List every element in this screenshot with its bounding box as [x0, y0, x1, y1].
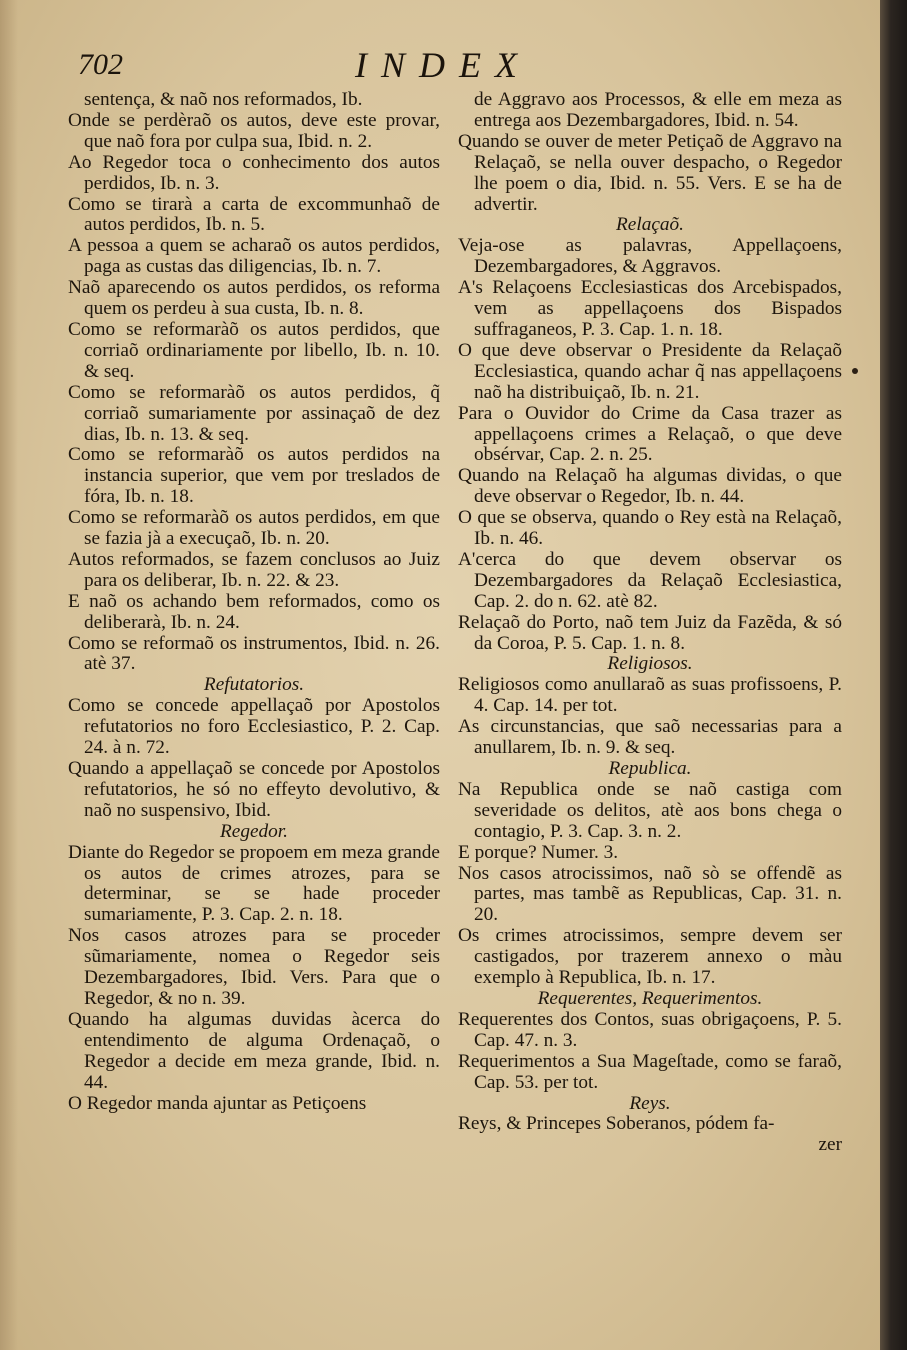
index-entry: A'cerca do que devem observar os Dezembargadores da Relaçaõ Ecclesiastica, Cap. 2. do n. 62. atè 82.: [458, 548, 842, 612]
index-entry: Relaçaõ do Porto, naõ tem Juiz da Fazẽda, & só da Coroa, P. 5. Cap. 1. n. 8.: [458, 611, 842, 654]
index-entry: Quando na Relaçaõ ha algumas dividas, o que deve observar o Regedor, Ib. n. 44.: [458, 465, 842, 508]
index-entry: Nos casos atrozes para se proceder sũmariamente, nomea o Regedor seis Dezembargadores, Ibid. Vers. Para que o Regedor, & no n. 39.: [68, 925, 440, 1009]
index-entry: Nos casos atrocissimos, naõ sò se offendẽ as partes, mas tambẽ as Republicas, Cap. 31. n. 20.: [458, 862, 842, 926]
index-entry: O que se observa, quando o Rey està na Relaçaõ, Ib. n. 46.: [458, 507, 842, 550]
index-entry: E naõ os achando bem reformados, como os deliberarà, Ib. n. 24.: [68, 590, 440, 633]
index-entry: Como se tirarà a carta de excommunhaõ de autos perdidos, Ib. n. 5.: [68, 193, 440, 236]
index-heading: Republica.: [608, 758, 692, 779]
page-header: [0, 44, 880, 90]
index-entry: Como se reformaõ os instrumentos, Ibid. n. 26. atè 37.: [68, 632, 440, 675]
index-entry: Como se reformaràõ os autos perdidos na instancia superior, que vem por treslados de fóra, Ib. n. 18.: [68, 444, 440, 508]
index-entry: de Aggravo aos Processos, & elle em meza as entrega aos Dezembargadores, Ibid. n. 54.: [474, 89, 842, 131]
index-heading: Relaçaõ.: [616, 214, 684, 236]
index-entry: Onde se perdèraõ os autos, deve este provar, que naõ fora por culpa sua, Ibid. n. 2.: [68, 109, 440, 152]
index-entry: Como se reformaràõ os autos perdidos, que corriaõ ordinariamente por libello, Ib. n. 10. & seq.: [68, 318, 440, 382]
index-entry: Reys, & Princepes Soberanos, pódem fa-: [458, 1113, 775, 1135]
index-heading: Reys.: [629, 1092, 671, 1114]
index-entry: Para o Ouvidor do Crime da Casa trazer as appellaçoens crimes a Relaçaõ, o que deve obsérvar, Cap. 2. n. 25.: [458, 402, 842, 466]
index-entry: Na Republica onde se naõ castiga com severidade os delitos, atè aos bons chega o contagio, P. 3. Cap. 3. n. 2.: [458, 778, 842, 842]
index-entry: Diante do Regedor se propoem em meza grande os autos de crimes atrozes, para se determinar, se se hade proceder sumariamente, P. 3. Cap. 2. n. 18.: [68, 841, 440, 926]
index-entry: Veja-ose as palavras, Appellaçoens, Dezembargadores, & Aggravos.: [458, 235, 842, 278]
left-column: [68, 90, 440, 1114]
page-gutter-shadow: [0, 0, 18, 1350]
index-entry: Quando se ouver de meter Petiçaõ de Aggravo na Relaçaõ, se nella ouver despacho, o Regedor lhe poem o dia, Ibid. n. 55. Vers. E se ha de advertir.: [458, 130, 842, 215]
index-entry: Naõ aparecendo os autos perdidos, os reforma quem os perdeu à sua custa, Ib. n. 8.: [68, 277, 440, 320]
running-title: INDEX: [355, 45, 531, 85]
index-heading: Religiosos.: [607, 653, 693, 675]
index-entry: Como se concede appellaçaõ por Apostolos refutatorios no foro Ecclesiastico, P. 2. Cap. 24. à n. 72.: [68, 695, 440, 759]
index-entry: Quando ha algumas duvidas àcerca do entendimento de alguma Ordenaçaõ, o Regedor a decide em meza grande, Ibid. n. 44.: [68, 1008, 440, 1093]
index-entry: Como se reformaràõ os autos perdidos, q̃ corriaõ sumariamente por assinaçaõ de dez dias, Ib. n. 13. & seq.: [68, 381, 440, 445]
index-entry: As circunstancias, que saõ necessarias para a anullarem, Ib. n. 9. & seq.: [458, 716, 842, 759]
index-entry: O Regedor manda ajuntar as Petiçoens: [68, 1092, 367, 1114]
index-entry: Requerimentos a Sua Mageſtade, como se faraõ, Cap. 53. per tot.: [458, 1050, 842, 1093]
index-heading: Refutatorios.: [203, 674, 305, 696]
index-entry: A's Relaçoens Ecclesiasticas dos Arcebispados, vem as appellaçoens dos Bispados suffraganeos, P. 3. Cap. 1. n. 18.: [458, 277, 842, 340]
index-entry: Requerentes dos Contos, suas obrigaçoens, P. 5. Cap. 47. n. 3.: [458, 1008, 842, 1051]
index-entry: Religiosos como anullaraõ as suas profissoens, P. 4. Cap. 14. per tot.: [458, 674, 842, 717]
catchword: zer: [818, 1134, 842, 1156]
index-heading: Regedor.: [219, 820, 288, 842]
index-entry: Como se reformaràõ os autos perdidos, em que se fazia jà a execuçaõ, Ib. n. 20.: [68, 507, 440, 550]
index-entry: E porque? Numer. 3.: [458, 841, 619, 863]
right-column: [458, 90, 842, 1156]
index-entry: O que deve observar o Presidente da Relaçaõ Ecclesiastica, quando achar q̃ nas appellaçoens naõ ha distribuiçaõ, Ib. n. 21.: [458, 339, 842, 403]
index-entry: Quando a appellaçaõ se concede por Apostolos refutatorios, he só no effeyto devolutivo, & naõ no suspensivo, Ibid.: [68, 758, 440, 821]
page-number: 702: [78, 48, 123, 81]
ink-spot: [852, 368, 858, 374]
index-entry: Os crimes atrocissimos, sempre devem ser castigados, por trazerem annexo o màu exemplo à Republica, Ib. n. 17.: [458, 925, 842, 989]
page-edge: [880, 0, 907, 1350]
index-entry: A pessoa a quem se acharaõ os autos perdidos, paga as custas das diligencias, Ib. n. 7.: [68, 235, 440, 278]
index-entry: Autos reformados, se fazem conclusos ao Juiz para os deliberar, Ib. n. 22. & 23.: [68, 548, 440, 591]
index-entry: Ao Regedor toca o conhecimento dos autos perdidos, Ib. n. 3.: [68, 151, 440, 194]
index-entry: sentença, & naõ nos reformados, Ib.: [84, 89, 363, 110]
index-heading: Requerentes, Requerimentos.: [537, 987, 763, 1009]
